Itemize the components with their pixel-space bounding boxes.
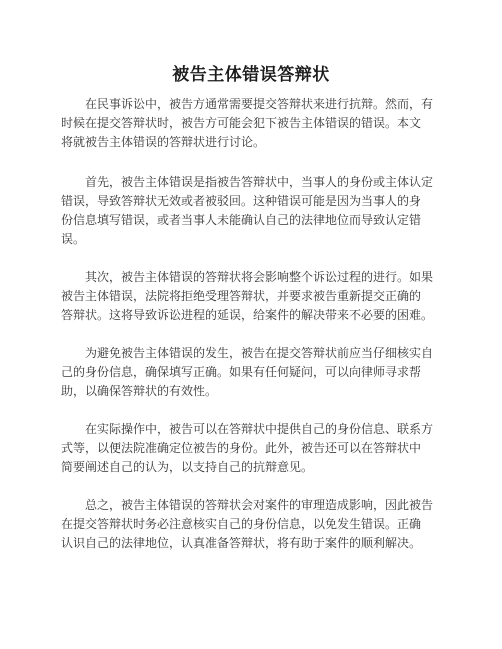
text-line: 认识自己的法律地位，认真准备答辩状，将有助于案件的顺利解决。: [61, 536, 422, 550]
text-line: 首先，被告主体错误是指被告答辩状中，当事人的身份或主体认定: [61, 175, 434, 189]
text-line: 己的身份信息，确保填写正确。如果有任何疑问，可以向律师寻求帮: [61, 365, 422, 379]
text-line: 在实际操作中，被告可以在答辩状中提供自己的身份信息、联系方: [61, 422, 434, 436]
document-title: 被告主体错误答辩状: [172, 65, 330, 85]
text-line: 简要阐述自己的认为，以支持自己的抗辩意见。: [61, 460, 314, 474]
text-line: 被告主体错误，法院将拒绝受理答辩状，并要求被告重新提交正确的: [61, 289, 422, 303]
text-line: 助，以确保答辩状的有效性。: [61, 384, 218, 398]
paragraph-fourth: [61, 420, 461, 477]
text-line: 错误，导致答辩状无效或者被驳回。这种错误可能是因为当事人的身: [61, 194, 422, 208]
paragraph-second: [61, 268, 461, 325]
paragraph-conclusion: [61, 496, 461, 553]
text-line: 在民事诉讼中，被告方通常需要提交答辩状来进行抗辩。然而，有: [61, 97, 434, 111]
text-line: 答辩状。这将导致诉讼进程的延误，给案件的解决带来不必要的困难。: [61, 308, 434, 322]
text-line: 将就被告主体错误的答辩状进行讨论。: [61, 135, 266, 149]
text-line: 式等，以便法院准确定位被告的身份。此外，被告还可以在答辩状中: [61, 441, 422, 455]
text-line: 为避免被告主体错误的发生，被告在提交答辩状前应当仔细核实自: [61, 346, 434, 360]
text-line: 在提交答辩状时务必注意核实自己的身份信息，以免发生错误。正确: [61, 517, 422, 531]
text-line: 份信息填写错误，或者当事人未能确认自己的法律地位而导致认定错: [61, 213, 422, 227]
text-line: 误。: [61, 232, 86, 246]
text-line: 总之，被告主体错误的答辩状会对案件的审理造成影响，因此被告: [61, 498, 434, 512]
text-line: 时候在提交答辩状时，被告方可能会犯下被告主体错误的错误。本文: [61, 116, 422, 130]
text-line: 其次，被告主体错误的答辩状将会影响整个诉讼过程的进行。如果: [61, 270, 434, 284]
paragraph-first: [61, 173, 461, 249]
paragraph-intro: [61, 95, 461, 152]
paragraph-third: [61, 344, 461, 401]
